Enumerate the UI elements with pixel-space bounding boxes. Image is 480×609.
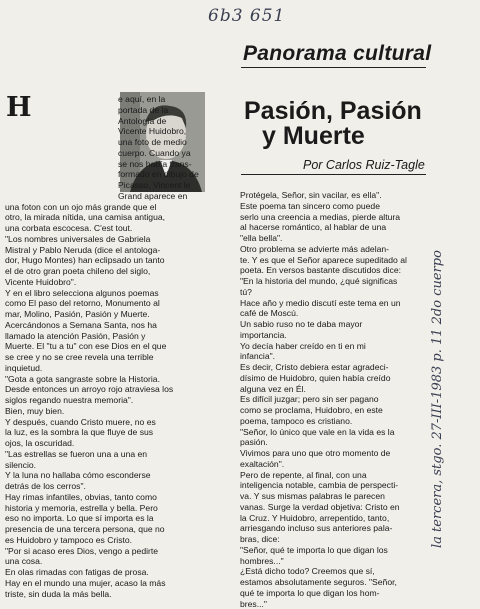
article-line: "Señor, qué te importa lo que digan los — [240, 545, 428, 556]
article-line: va. Y sus mismas palabras le parecen — [240, 491, 428, 502]
article-line: historia y memoria, estrella y bella. Pero — [5, 503, 235, 514]
article-line: Es decir, Cristo debiera estar agradeci- — [240, 362, 428, 373]
article-line: una foton con un ojo más grande que el — [5, 202, 235, 213]
article-line: "Gota a gota sangraste sobre la Historia. — [5, 374, 235, 385]
article-line: Y en el libro selecciona algunos poemas — [5, 288, 235, 299]
drop-cap: H — [6, 94, 32, 121]
article-line: alguna vez en Él. — [240, 384, 428, 395]
article-line: inquietud. — [5, 363, 235, 374]
article-line: dísimo de Huidobro, quien había creído — [240, 373, 428, 384]
article-line: Vicente Huidobro". — [5, 277, 235, 288]
section-rule — [241, 67, 426, 68]
article-line: Muerte. El "tu a tu" con ese Dios en el que — [5, 341, 235, 352]
archive-handwritten-number: 6b3 651 — [208, 6, 285, 26]
article-line: detrás de los cerros". — [5, 481, 235, 492]
article-line: infancia". — [240, 351, 428, 362]
article-line: se nos había trans- — [5, 159, 235, 170]
article-line: importancia. — [240, 330, 428, 341]
article-line: hombres..." — [240, 556, 428, 567]
article-line: bres..." — [240, 599, 428, 609]
article-column-right — [240, 190, 428, 609]
article-line: al hacerse romántico, al hablar de una — [240, 222, 428, 233]
article-line: Yo decía haber creído en ti en mi — [240, 341, 428, 352]
article-line: Acercándonos a Semana Santa, nos ha — [5, 320, 235, 331]
article-line: Picasso, Vincent le — [5, 180, 235, 191]
article-line: inteligencia notable, cambia de perspecti- — [240, 480, 428, 491]
article-line: estamos absolutamente seguros. "Señor, — [240, 577, 428, 588]
article-column-left — [5, 94, 235, 599]
headline-line-1: Pasión, Pasión — [244, 97, 422, 126]
article-line: Hay rimas infantiles, obvias, tanto como — [5, 492, 235, 503]
article-line: triste, sin duda la más bella. — [5, 589, 235, 600]
article-line: presencia de una tercera persona, que no — [5, 524, 235, 535]
article-line: Mistral y Pablo Neruda (dice el antologa- — [5, 245, 235, 256]
article-line: llamado la atención Pasión, Pasión y — [5, 331, 235, 342]
article-line: silencio. — [5, 460, 235, 471]
article-line: ojos, la oscuridad. — [5, 438, 235, 449]
article-line: se cree y no se cree revela una terrible — [5, 352, 235, 363]
article-line: "Señor, lo único que vale en la vida es la — [240, 427, 428, 438]
article-line: como se proclama, Huidobro, en este — [240, 405, 428, 416]
article-line: "Las estrellas se fueron una a una en — [5, 449, 235, 460]
article-line: poema, tampoco es cristiano. — [240, 416, 428, 427]
article-line: Y la luna no hallaba cómo esconderse — [5, 470, 235, 481]
headline-line-2: y Muerte — [262, 122, 365, 151]
article-line: "En la historia del mundo, ¿qué significas — [240, 276, 428, 287]
article-line: Pero de repente, al final, con una — [240, 470, 428, 481]
article-line: serlo una creencia a medias, pierde altura — [240, 212, 428, 223]
article-line: Otro problema se advierte más adelan- — [240, 244, 428, 255]
article-line: Vivimos para uno que otro momento de — [240, 448, 428, 459]
article-line: "Por si acaso eres Dios, vengo a pedirte — [5, 546, 235, 557]
article-line: cuerpo. Cuando ya — [5, 148, 235, 159]
headline-rule — [241, 174, 426, 175]
article-line: pasión. — [240, 437, 428, 448]
article-line: eso no importa. Lo que sí importa es la — [5, 513, 235, 524]
article-line: Hace año y medio discutí este tema en un — [240, 298, 428, 309]
handwritten-source-note: la tercera, stgo. 27-III-1983 p. 11 2do cuerpo — [430, 250, 445, 548]
article-line: bras, dice: — [240, 534, 428, 545]
article-line: Protégela, Señor, sin vacilar, es ella". — [240, 190, 428, 201]
article-line: dor, Hugo Montes) han eclipsado un tanto — [5, 255, 235, 266]
article-line: Desde entonces un arroyo rojo atraviesa los — [5, 384, 235, 395]
article-line: qué te importa lo que digan los hom- — [240, 588, 428, 599]
article-line: Este poema tan sincero como puede — [240, 201, 428, 212]
article-line: Hay en el mundo una mujer, acaso la más — [5, 578, 235, 589]
article-line: Grand aparece en — [5, 191, 235, 202]
article-line: formado en dibujo de — [5, 169, 235, 180]
article-line: portada de la — [5, 105, 235, 116]
article-line: una cosa. — [5, 556, 235, 567]
article-line: Bien, muy bien. — [5, 406, 235, 417]
article-line: "ella bella". — [240, 233, 428, 244]
article-line: arriesgando incluso sus anteriores pala- — [240, 523, 428, 534]
article-line: una corbata escocesa. C'est tout. — [5, 223, 235, 234]
article-line: Un sabio ruso no te daba mayor — [240, 319, 428, 330]
article-line: Antología de — [5, 116, 235, 127]
article-line: "Los nombres universales de Gabriela — [5, 234, 235, 245]
article-line: exaltación". — [240, 459, 428, 470]
article-line: ¿Está dicho todo? Creemos que sí, — [240, 566, 428, 577]
article-line: vanas. Surge la verdad objetiva: Cristo en — [240, 502, 428, 513]
article-line: mar, Molino, Pasión, Pasión y Muerte. — [5, 309, 235, 320]
article-line: tú? — [240, 287, 428, 298]
article-line: una foto de medio — [5, 137, 235, 148]
article-line: el de otro gran poeta chileno del siglo, — [5, 266, 235, 277]
article-line: te. Y es que el Señor aparece supeditado al — [240, 255, 428, 266]
article-line: café de Moscú. — [240, 308, 428, 319]
article-line: Y después, cuando Cristo muere, no es — [5, 417, 235, 428]
article-line: como El paso del retorno, Monumento al — [5, 298, 235, 309]
article-line: e aquí, en la — [5, 94, 235, 105]
article-line: En olas rimadas con fatigas de prosa. — [5, 567, 235, 578]
article-line: la Cruz. Y Huidobro, arrepentido, tanto, — [240, 513, 428, 524]
article-line: otro, la mirada nítida, una camisa antigua, — [5, 212, 235, 223]
article-line: la luz, es la sombra la que fluye de sus — [5, 427, 235, 438]
byline: Por Carlos Ruiz-Tagle — [303, 158, 425, 172]
article-line: poeta. En versos bastante discutidos dice: — [240, 265, 428, 276]
section-heading: Panorama cultural — [243, 42, 431, 66]
article-line: siglos regando nuestra memoria". — [5, 395, 235, 406]
article-line: Es difícil juzgar; pero sin ser pagano — [240, 394, 428, 405]
article-line: Vicente Huidobro, — [5, 126, 235, 137]
article-line: es Huidobro y tampoco es Cristo. — [5, 535, 235, 546]
